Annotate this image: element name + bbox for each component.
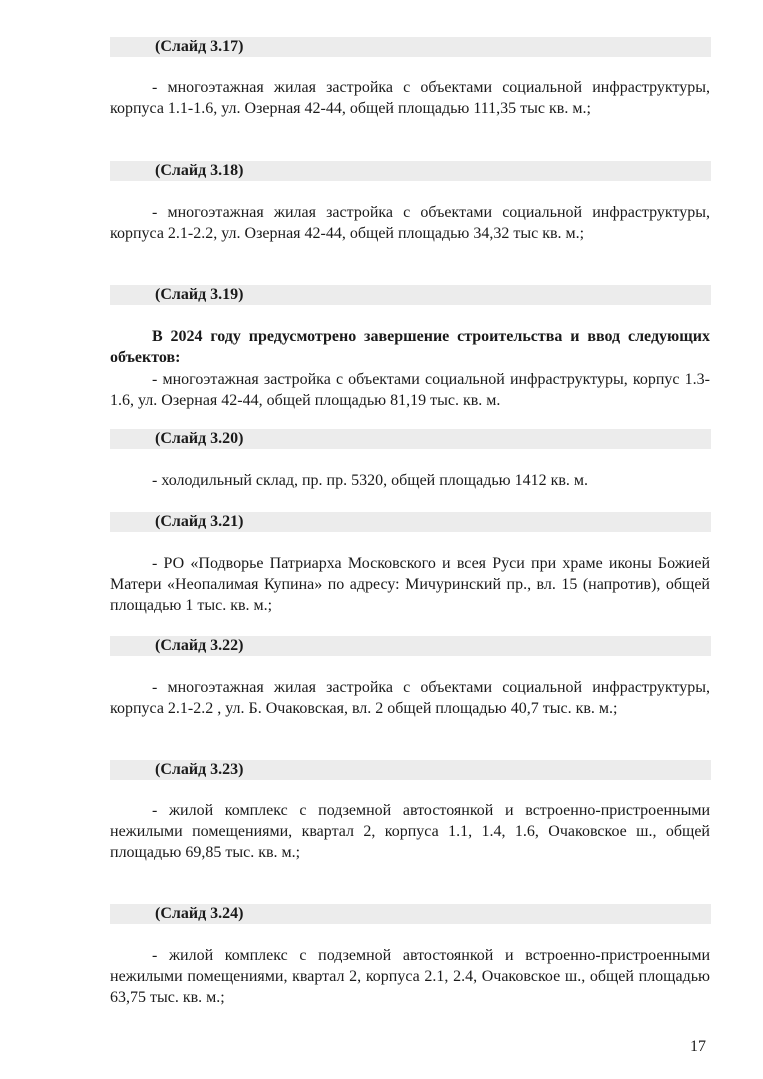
list-item	[110, 470, 710, 491]
list-item-text: - жилой комплекс с подземной автостоянкой и встроенно-пристроенными нежилыми помещениями, квартал 2, корпуса 1.1, 1.4, 1.6, Очаковское ш., общей площадью 69,85 тыс. кв. м.;	[110, 802, 710, 861]
list-item-text: - многоэтажная жилая застройка с объектами социальной инфраструктуры, корпуса 2.1-2.2, ул. Озерная 42-44, общей площадью 34,32 тыс кв. м.;	[110, 204, 710, 242]
list-item	[110, 945, 710, 1008]
list-item-text: - жилой комплекс с подземной автостоянкой и встроенно-пристроенными нежилыми помещениями, квартал 2, корпуса 2.1, 2.4, Очаковское ш., общей площадью 63,75 тыс. кв. м.;	[110, 947, 710, 1006]
page-number: 17	[690, 1038, 706, 1055]
slide-label: (Слайд 3.22)	[155, 637, 244, 654]
list-item-text: - многоэтажная застройка с объектами социальной инфраструктуры, корпус 1.3-1.6, ул. Озерная 42-44, общей площадью 81,19 тыс. кв. м.	[110, 371, 710, 409]
slide-label: (Слайд 3.20)	[155, 430, 244, 447]
slide-label: (Слайд 3.23)	[155, 761, 244, 778]
slide-label: (Слайд 3.24)	[155, 905, 244, 922]
list-item-text: - многоэтажная жилая застройка с объектами социальной инфраструктуры, корпуса 2.1-2.2 , ул. Б. Очаковская, вл. 2 общей площадью 40,7 тыс. кв. м.;	[110, 679, 710, 717]
section-heading-text: В 2024 году предусмотрено завершение строительства и ввод следующих объектов:	[110, 328, 710, 366]
slide-label: (Слайд 3.21)	[155, 513, 244, 530]
slide-label: (Слайд 3.19)	[155, 286, 244, 303]
list-item	[110, 553, 710, 616]
list-item-text: - холодильный склад, пр. пр. 5320, общей площадью 1412 кв. м.	[152, 472, 589, 489]
slide-label: (Слайд 3.18)	[155, 162, 244, 179]
list-item	[110, 202, 710, 244]
list-item-text: - многоэтажная жилая застройка с объектами социальной инфраструктуры, корпуса 1.1-1.6, ул. Озерная 42-44, общей площадью 111,35 тыс кв. м.;	[110, 79, 710, 117]
slide-label: (Слайд 3.17)	[155, 38, 244, 55]
list-item	[110, 77, 710, 119]
list-item	[110, 369, 710, 411]
list-item	[110, 677, 710, 719]
list-item	[110, 800, 710, 863]
list-item-text: - РО «Подворье Патриарха Московского и всея Руси при храме иконы Божией Матери «Неопалимая Купина» по адресу: Мичуринский пр., вл. 15 (напротив), общей площадью 1 тыс. кв. м.;	[110, 555, 710, 614]
section-heading	[110, 326, 710, 368]
